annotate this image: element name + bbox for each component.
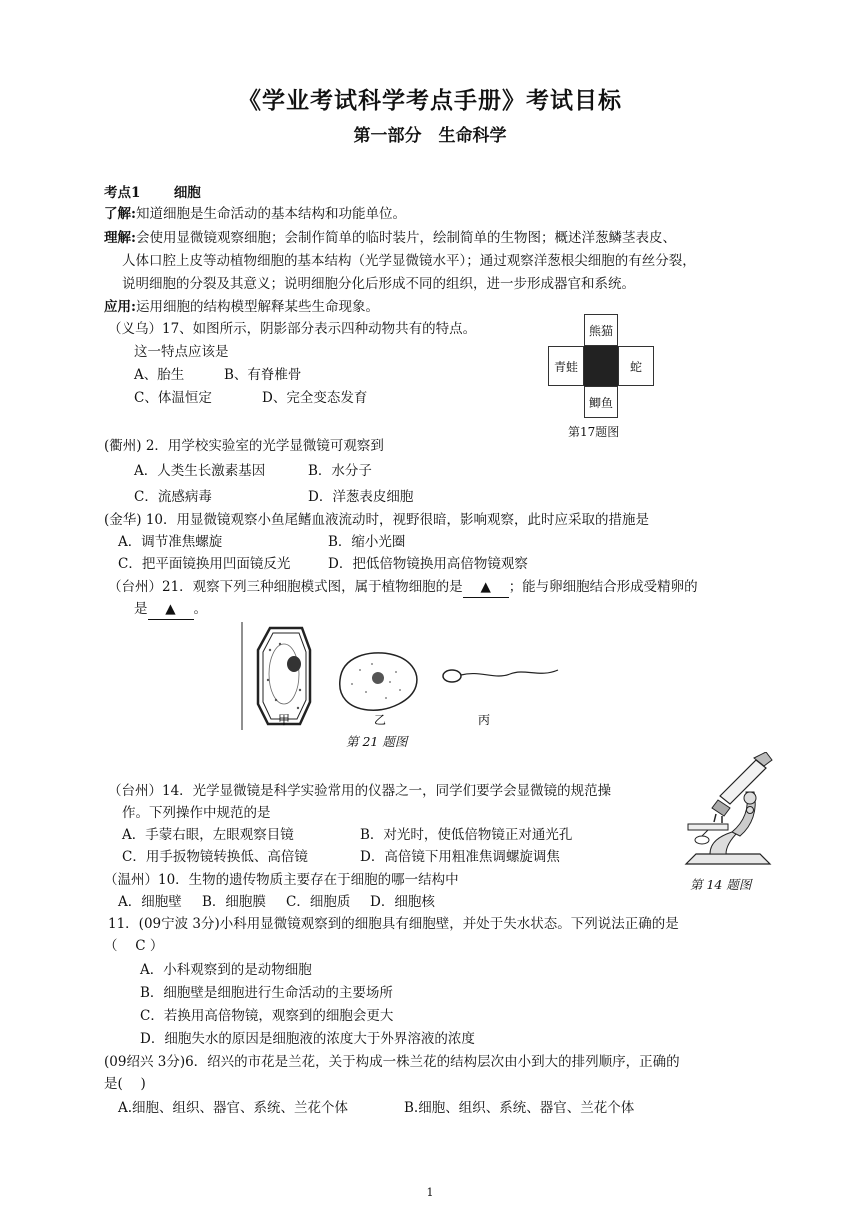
cross-cell-shaded xyxy=(584,346,618,386)
q-wenzhou-option-b: B．细胞膜 xyxy=(202,894,266,910)
comprehend-line-2: 人体口腔上皮等动植物细胞的基本结构（光学显微镜水平）；通过观察洋葱根尖细胞的有丝分裂， xyxy=(122,253,696,269)
answer-blank-1[interactable]: ▲ xyxy=(463,577,509,598)
label-yi: 乙 xyxy=(374,713,387,727)
q-yiwu-option-b: B、有脊椎骨 xyxy=(224,367,302,383)
q-wenzhou-option-a: A．细胞壁 xyxy=(118,894,182,910)
understand-text: 知道细胞是生命活动的基本结构和功能单位。 xyxy=(135,206,406,222)
q-jinhua-option-a: A．调节准焦螺旋 xyxy=(118,534,223,550)
q-ningbo-option-c: C．若换用高倍物镜，观察到的细胞会更大 xyxy=(140,1008,394,1024)
understand-line xyxy=(104,204,406,224)
plant-cell-diagram xyxy=(258,628,310,724)
q-taizhou21-mid-text: ；能与卵细胞结合形成受精卵的 xyxy=(508,579,698,595)
section-label: 考点1 xyxy=(104,185,141,201)
q-taizhou21-end: 。 xyxy=(193,601,207,617)
q-quzhou-option-a: A．人类生长激素基因 xyxy=(134,463,266,479)
q-taizhou21-stem-text: （台州）21．观察下列三种细胞模式图，属于植物细胞的是 xyxy=(108,579,463,595)
figure-21-cells xyxy=(240,620,570,732)
page-number: 1 xyxy=(426,1186,434,1199)
q-taizhou21-stem2-text: 是 xyxy=(134,601,148,617)
q-shaoxing-option-a: A.细胞、组织、器官、系统、兰花个体 xyxy=(118,1100,349,1116)
q-taizhou21-stem-2 xyxy=(134,599,207,620)
q-yiwu-stem-2: 这一特点应该是 xyxy=(134,344,229,360)
comprehend-line-3: 说明细胞的分裂及其意义；说明细胞分化后形成不同的组织，进一步形成器官和系统。 xyxy=(122,276,635,292)
comprehend-line-1 xyxy=(104,228,676,248)
q-wenzhou-option-c: C．细胞质 xyxy=(286,894,351,910)
q-taizhou21-stem xyxy=(108,577,698,598)
answer-blank-2[interactable]: ▲ xyxy=(148,599,194,620)
section-name: 细胞 xyxy=(173,185,201,201)
page-title: 《学业考试科学考点手册》考试目标 xyxy=(238,88,622,114)
q-quzhou-option-d: D．洋葱表皮细胞 xyxy=(308,489,414,505)
q-ningbo-option-d: D．细胞失水的原因是细胞液的浓度大于外界溶液的浓度 xyxy=(140,1031,475,1047)
comprehend-label: 理解: xyxy=(104,230,136,246)
understand-label: 了解: xyxy=(104,206,136,222)
q-quzhou-stem: (衢州) 2．用学校实验室的光学显微镜可观察到 xyxy=(104,438,384,454)
comprehend-text-1: 会使用显微镜观察细胞；会制作简单的临时装片，绘制简单的生物图；概述洋葱鳞茎表皮、 xyxy=(135,230,676,246)
q-shaoxing-stem: (09绍兴 3分)6．绍兴的市花是兰花，关于构成一株兰花的结构层次由小到大的排列顺序，正确的 xyxy=(104,1054,680,1070)
q-jinhua-option-c: C．把平面镜换用凹面镜反光 xyxy=(118,556,291,572)
q-shaoxing-option-b: B.细胞、组织、系统、器官、兰花个体 xyxy=(404,1100,635,1116)
q-taizhou14-option-b: B．对光时，使低倍物镜正对通光孔 xyxy=(360,827,573,843)
cross-cell-right: 蛇 xyxy=(618,346,654,386)
page-subtitle: 第一部分 生命科学 xyxy=(353,126,507,146)
q-wenzhou-stem: （温州）10．生物的遗传物质主要存在于细胞的哪一结构中 xyxy=(104,872,459,888)
figure-17-caption: 第17题图 xyxy=(568,425,620,439)
q-ningbo-answer: （ C ） xyxy=(104,938,164,954)
q-jinhua-stem: (金华) 10．用显微镜观察小鱼尾鳍血液流动时，视野很暗，影响观察，此时应采取的措施是 xyxy=(104,512,650,528)
animal-cell-diagram xyxy=(340,653,417,710)
figure-17-cross-diagram xyxy=(548,314,658,444)
q-jinhua-option-b: B．缩小光圈 xyxy=(328,534,406,550)
apply-line xyxy=(104,297,379,317)
figure-14-caption: 第 14 题图 xyxy=(690,877,752,892)
cross-cell-top: 熊猫 xyxy=(584,314,618,346)
microscope-illustration xyxy=(680,752,780,870)
cross-cell-left: 青蛙 xyxy=(548,346,584,386)
q-taizhou14-stem: （台州）14．光学显微镜是科学实验常用的仪器之一，同学们要学会显微镜的规范操 xyxy=(108,783,612,799)
q-yiwu-option-c: C、体温恒定 xyxy=(134,390,212,406)
q-taizhou14-stem-2: 作。下列操作中规范的是 xyxy=(122,805,271,821)
figure-21-caption: 第 21 题图 xyxy=(346,734,408,749)
q-ningbo-option-a: A．小科观察到的是动物细胞 xyxy=(140,962,312,978)
q-ningbo-stem: 11．(09宁波 3分)小科用显微镜观察到的细胞具有细胞壁，并处于失水状态。下列说法正确的是 xyxy=(108,916,679,932)
q-ningbo-option-b: B．细胞壁是细胞进行生命活动的主要场所 xyxy=(140,985,393,1001)
label-jia: 甲 xyxy=(278,713,291,727)
q-taizhou14-option-c: C．用手扳物镜转换低、高倍镜 xyxy=(122,849,308,865)
q-yiwu-option-a: A、胎生 xyxy=(134,367,185,383)
q-taizhou14-option-d: D．高倍镜下用粗准焦调螺旋调焦 xyxy=(360,849,560,865)
q-wenzhou-option-d: D．细胞核 xyxy=(370,894,435,910)
q-quzhou-option-b: B．水分子 xyxy=(308,463,372,479)
q-quzhou-option-c: C．流感病毒 xyxy=(134,489,212,505)
section-heading xyxy=(104,183,201,203)
apply-label: 应用: xyxy=(104,299,136,315)
q-yiwu-option-d: D、完全变态发育 xyxy=(262,390,368,406)
apply-text: 运用细胞的结构模型解释某些生命现象。 xyxy=(135,299,379,315)
label-bing: 丙 xyxy=(478,713,491,727)
cross-cell-bottom: 鲫鱼 xyxy=(584,386,618,418)
q-jinhua-option-d: D．把低倍物镜换用高倍物镜观察 xyxy=(328,556,528,572)
q-shaoxing-stem-2: 是( ) xyxy=(104,1076,146,1092)
q-yiwu-stem: （义乌）17、如图所示，阴影部分表示四种动物共有的特点。 xyxy=(108,321,477,337)
q-taizhou14-option-a: A．手蒙右眼，左眼观察目镜 xyxy=(122,827,294,843)
sperm-cell-diagram xyxy=(443,670,558,682)
